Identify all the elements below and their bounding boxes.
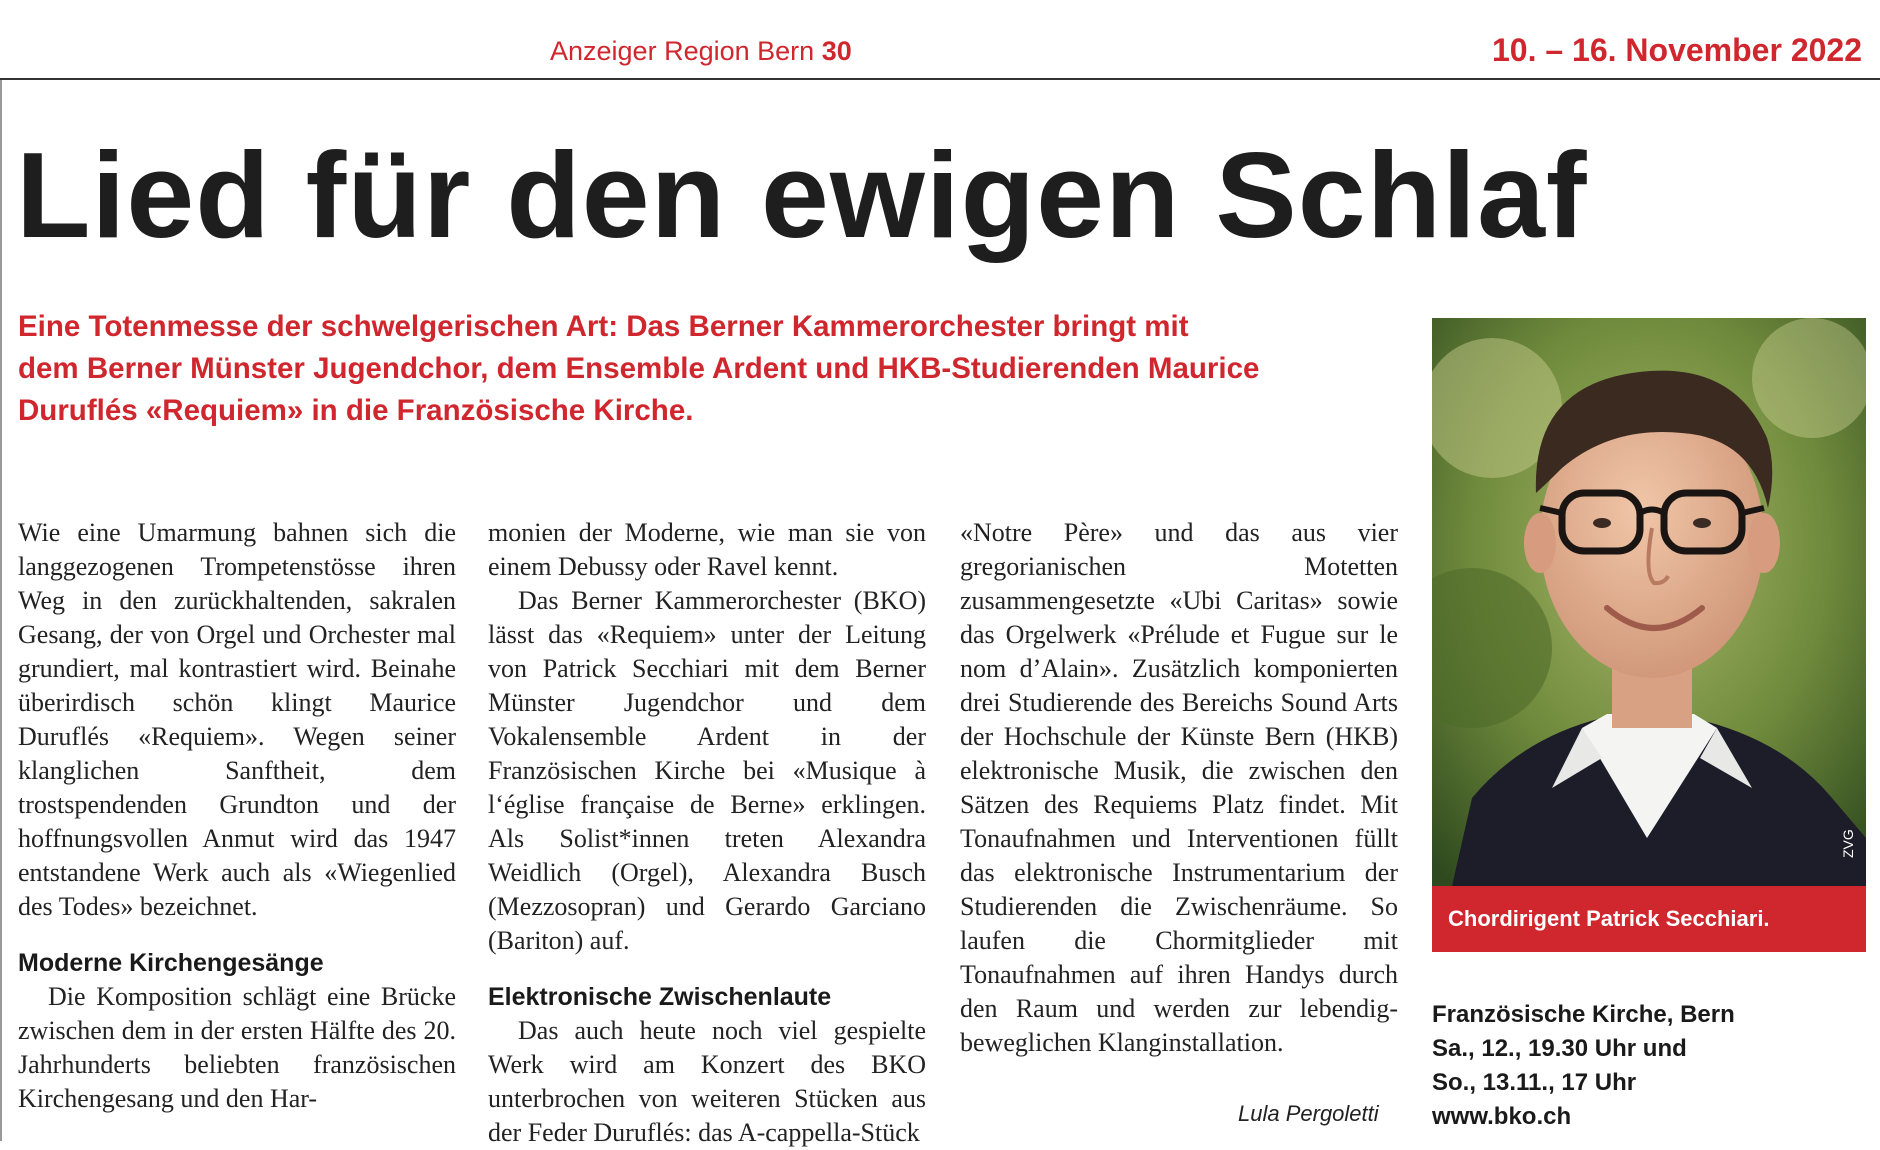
article-column-1 [18, 516, 456, 1116]
event-venue: Französische Kirche, Bern [1432, 1001, 1735, 1028]
lead-line: dem Berner Münster Jugendchor, dem Ensemble Ardent und HKB-Studierenden Maurice [18, 352, 1260, 385]
portrait-illustration [1432, 318, 1866, 886]
page-number: 30 [821, 36, 852, 66]
event-date-1: Sa., 12., 19.30 Uhr und [1432, 1035, 1687, 1062]
photo-caption: Chordirigent Patrick Secchiari. [1432, 886, 1866, 952]
body-paragraph: «Notre Père» und das aus vier gregorianischen Motetten zusammengesetzte «Ubi Caritas» sowie das Orgelwerk «Prélude et Fugue sur le nom d’Alain». Zusätzlich komponierten drei Studierende des Bereichs Sound Arts der Hochschule der Künste Bern (HKB) elektronische Musik, die zwischen den Sätzen des Requiems Platz findet. Mit Tonaufnahmen und Interventionen füllt das elektronische Instrumentarium der Studierenden die Zwischenräume. So laufen die Chormitglieder mit Tonaufnahmen auf ihren Handys durch den Raum und werden zur lebendig-beweglichen Klanginstallation. [960, 518, 1398, 1057]
body-paragraph: monien der Moderne, wie man sie von einem Debussy oder Ravel kennt. [488, 518, 926, 581]
body-paragraph: Das auch heute noch viel gespielte Werk wird am Konzert des BKO unterbrochen von weiteren Stücken aus der Feder Duruflés: das A-cappella-Stück [488, 1016, 926, 1147]
photo-credit: ZVG [1840, 829, 1856, 858]
header-divider [0, 78, 1880, 80]
portrait-photo [1432, 318, 1866, 886]
event-info-box [1432, 998, 1735, 1134]
article-headline: Lied für den ewigen Schlaf [16, 127, 1588, 263]
section-name: Anzeiger Region Bern [550, 36, 815, 66]
author-byline: Lula Pergoletti [1238, 1101, 1379, 1126]
page-header-section [550, 36, 852, 67]
left-margin-rule [0, 80, 2, 1141]
body-paragraph: Wie eine Umarmung bahnen sich die langgezogenen Trompetenstösse ihren Weg in den zurückhaltenden, sakralen Gesang, der von Orgel und Orchester mal grundiert, mal kontrastiert wird. Beinahe überirdisch schön klingt Maurice Duruflés «Requiem». Wegen seiner klanglichen Sanftheit, dem trostspendenden Grundton und der hoffnungsvollen Anmut wird das 1947 entstandene Werk auch als «Wiegenlied des Todes» bezeichnet. [18, 518, 456, 921]
body-paragraph: Das Berner Kammerorchester (BKO) lässt das «Requiem» unter der Leitung von Patrick Secchiari mit dem Berner Münster Jugendchor und dem Vokalensemble Ardent in der Französischen Kirche bei «Musique à l‘église française de Berne» erklingen. Als Solist*innen treten Alexandra Weidlich (Orgel), Alexandra Busch (Mezzosopran) und Gerardo Garciano (Bariton) auf. [488, 586, 926, 955]
lead-line: Eine Totenmesse der schwelgerischen Art: Das Berner Kammerorchester bringt mit [18, 310, 1189, 343]
article-column-3 [960, 516, 1398, 1060]
subheading: Elektronische Zwischenlaute [488, 983, 832, 1011]
article-column-2 [488, 516, 926, 1150]
issue-date: 10. – 16. November 2022 [1491, 32, 1862, 68]
subheading: Moderne Kirchengesänge [18, 949, 324, 977]
event-date-2: So., 13.11., 17 Uhr [1432, 1069, 1637, 1096]
event-website-link[interactable]: www.bko.ch [1432, 1103, 1572, 1130]
lead-line: Duruflés «Requiem» in die Französische Kirche. [18, 394, 694, 427]
article-lead [18, 306, 1418, 432]
body-paragraph: Die Komposition schlägt eine Brücke zwischen dem in der ersten Hälfte des 20. Jahrhunderts beliebten französischen Kirchengesang und den Har- [18, 982, 456, 1113]
